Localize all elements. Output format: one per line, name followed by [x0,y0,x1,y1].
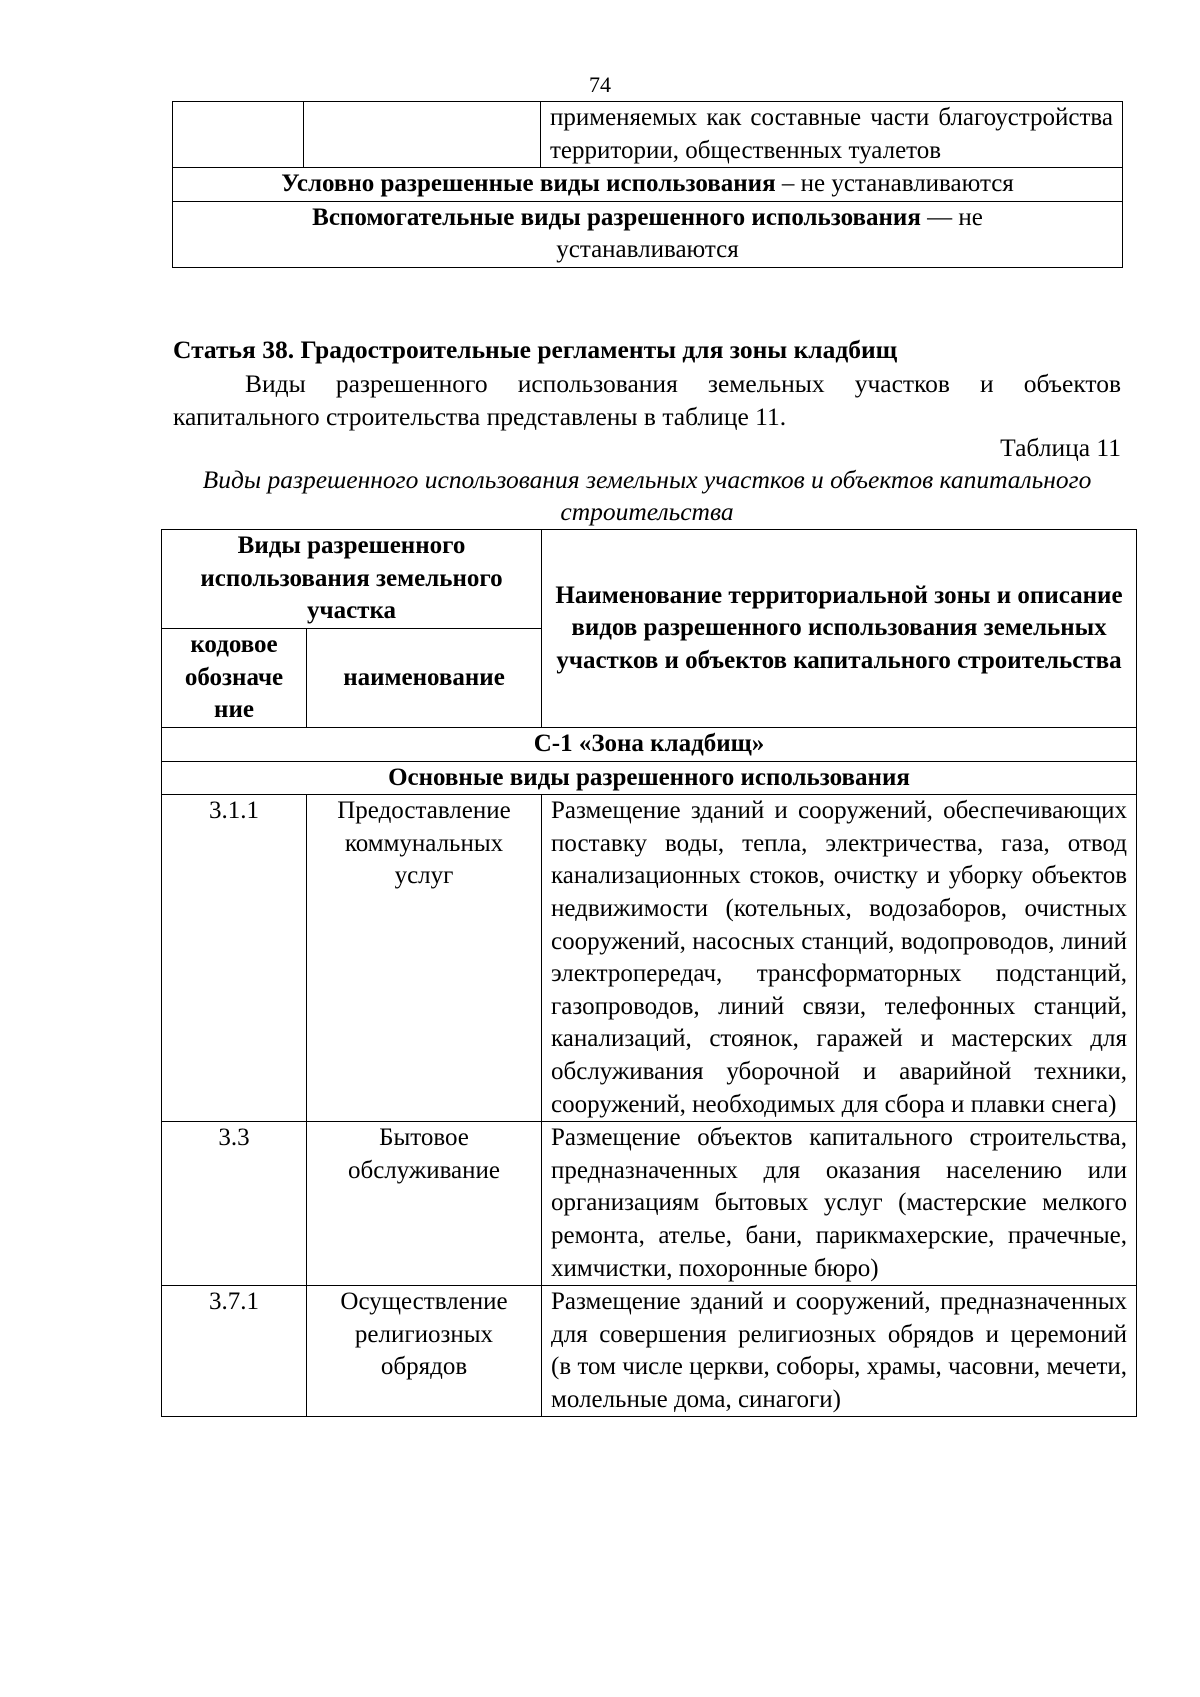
conditional-uses-label: Условно разрешенные виды использования [281,170,776,198]
section-row [162,761,1137,795]
description-cell: Размещение объектов капитального строительства, предназначенных для оказания населению или организациям бытовых услуг (мастерские мелкого ремонта, ателье, бани, парикмахерские, прачечные, химчистки, похоронные бюро) [542,1122,1137,1286]
table-row [162,1122,1137,1286]
table-caption: Виды разрешенного использования земельных участков и объектов капитального строительства [202,465,1092,526]
name-cell: Осуществление религиозных обрядов [307,1286,542,1417]
code-cell: 3.3 [162,1122,307,1286]
code-cell [173,102,304,168]
section-title-cell: Основные виды разрешенного использования [162,761,1137,795]
page-number: 74 [589,72,611,97]
article-heading: Статья 38. Градостроительные регламенты для зоны кладбищ [173,335,898,364]
zone-title-cell: С-1 «Зона кладбищ» [162,728,1137,762]
code-cell: 3.1.1 [162,795,307,1122]
header-description-cell: Наименование территориальной зоны и описание видов разрешенного использования земельных участков и объектов капитального строительства [542,530,1137,728]
conditional-uses-row [173,168,1123,202]
intro-paragraph: Виды разрешенного использования земельных участков и объектов капитального строительства представлены в таблице 11. [173,369,1121,431]
code-cell: 3.7.1 [162,1286,307,1417]
zone-row [162,728,1137,762]
table-row [162,1286,1137,1417]
name-cell: Бытовое обслуживание [307,1122,542,1286]
auxiliary-uses-value: — не устанавливаются [556,203,983,264]
conditional-uses-value: – не устанавливаются [775,170,1014,198]
header-name-cell: наименование [307,629,542,728]
name-cell [304,102,541,168]
table-row [162,795,1137,1122]
auxiliary-uses-label: Вспомогательные виды разрешенного использования [312,203,921,231]
header-row [162,530,1137,629]
description-cell: Размещение зданий и сооружений, предназначенных для совершения религиозных обрядов и церемоний (в том числе церкви, соборы, храмы, часовни, мечети, молельные дома, синагоги) [542,1286,1137,1417]
continuation-table [172,101,1123,268]
description-cell: Размещение зданий и сооружений, обеспечивающих поставку воды, тепла, электричества, газа, отвод канализационных стоков, очистку и уборку объектов недвижимости (котельных, водозаборов, очистных сооружений, насосных станций, водопроводов, линий электропередач, трансформаторных подстанций, газопроводов, линий связи, телефонных станций, канализаций, стоянок, гаражей и мастерских для обслуживания уборочной и аварийной техники, сооружений, необходимых для сбора и плавки снега) [542,795,1137,1122]
land-use-table [161,529,1137,1417]
description-cell: применяемых как составные части благоустройства территории, общественных туалетов [541,102,1123,168]
table-number: Таблица 11 [1000,433,1121,462]
auxiliary-uses-cell [173,201,1123,267]
header-code-cell: кодовое обозначе ние [162,629,307,728]
conditional-uses-cell [173,168,1123,202]
header-group-cell: Виды разрешенного использования земельного участка [162,530,542,629]
auxiliary-uses-row [173,201,1123,267]
name-cell: Предоставление коммунальных услуг [307,795,542,1122]
table-row [173,102,1123,168]
